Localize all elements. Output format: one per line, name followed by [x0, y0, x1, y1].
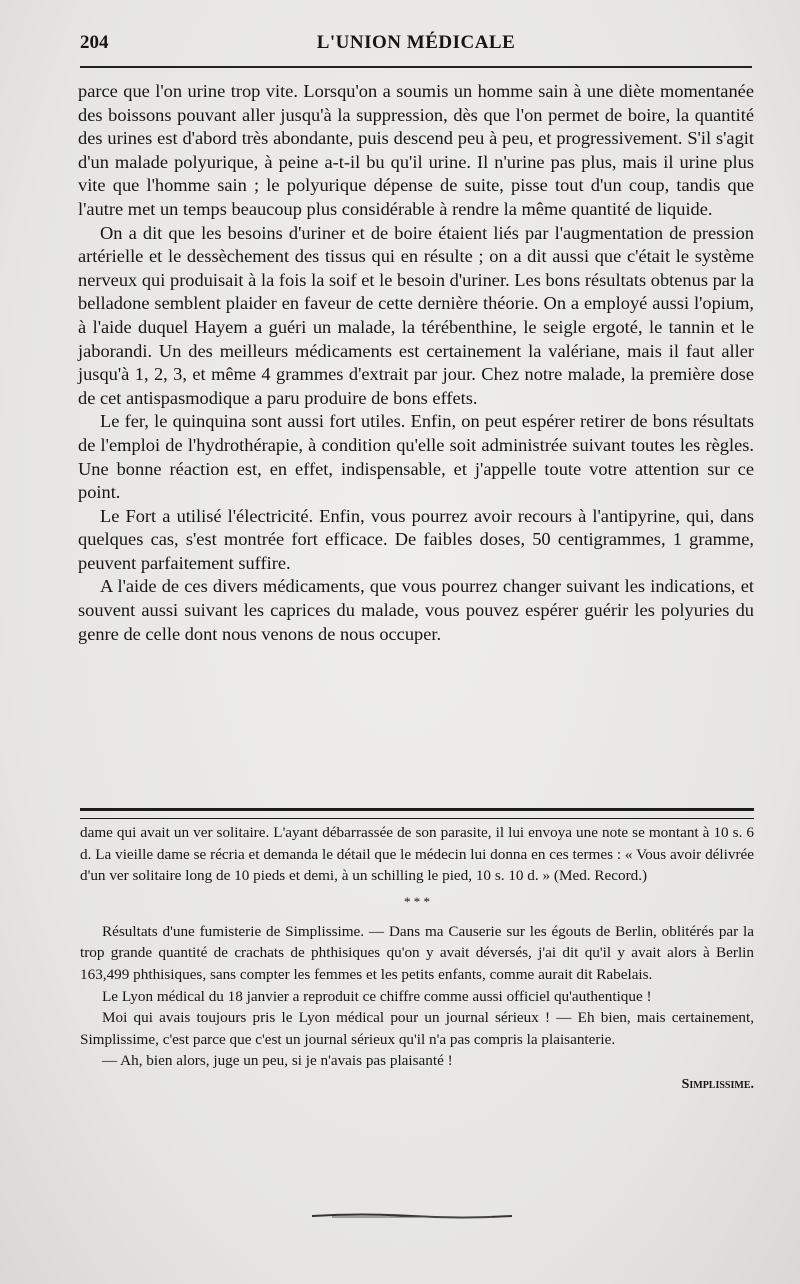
note-paragraph: Résultats d'une fumisterie de Simplissime. — Dans ma Causerie sur les égouts de Berlin, oblitérés par la trop grande quantité de crachats de phthisiques qu'on y avait déversés, j'ai dit qu'il y avait alors à Berlin 163,499 phthisiques, sans compter les femmes et les petits enfants, comme aurait dit Rabelais.: [80, 922, 754, 983]
note-paragraph: Moi qui avais toujours pris le Lyon médical pour un journal sérieux ! — Eh bien, mais certainement, Simplissime, c'est parce que c'est un journal sérieux qu'il n'a pas compris la plaisanterie.: [80, 1009, 754, 1048]
page-number: 204: [80, 32, 109, 53]
signature: Simplissime.: [681, 1076, 754, 1092]
paragraph: Le fer, le quinquina sont aussi fort utiles. Enfin, on peut espérer retirer de bons résultats de l'emploi de l'hydrothérapie, à condition qu'elle soit administrée suivant toutes les règles. Une bonne réaction est, en effet, indispensable, et j'appelle toute votre attention sur ce point.: [78, 411, 754, 503]
main-text: [78, 80, 754, 646]
header-rule: [80, 66, 752, 68]
notes-section: [80, 822, 754, 1096]
paragraph: parce que l'on urine trop vite. Lorsqu'on a soumis un homme sain à une diète momentanée des boissons pouvant aller jusqu'à la suppression, dès que l'on permet de boire, la quantité des urines est d'abord très abondante, puis descend peu à peu, et progressivement. S'il s'agit d'un malade polyurique, à peine a-t-il bu qu'il urine. Il n'urine pas plus, mais il urine plus vite que l'homme sain ; le polyurique dépense de suite, pisse tout d'un coup, tandis que l'autre met un temps beaucoup plus considérable à rendre la même quantité de liquide.: [78, 81, 754, 219]
asterism: * * *: [404, 893, 430, 909]
asterism-separator: [80, 893, 754, 909]
note-paragraph: Le Lyon médical du 18 janvier a reproduit ce chiffre comme aussi officiel qu'authentique !: [102, 987, 652, 1005]
section-divider: [80, 808, 754, 819]
running-title: L'UNION MÉDICALE: [316, 32, 516, 53]
paragraph: On a dit que les besoins d'uriner et de boire étaient liés par l'augmentation de pression artérielle et le dessèchement des tissus qui en résulte ; on a dit aussi que c'était le système nerveux qui produisait à la fois la soif et le besoin d'uriner. Les bons résultats obtenus par la belladone semblent plaider en faveur de cette dernière théorie. On a employé aussi l'opium, à l'aide duquel Hayem a guéri un malade, la térébenthine, le seigle ergoté, le tannin et le jaborandi. Un des meilleurs médicaments est certainement la valériane, mais il faut aller jusqu'à 1, 2, 3, et même 4 grammes d'extrait par jour. Chez notre malade, la première dose de cet antispasmodique a paru produire de bons effets.: [78, 222, 754, 408]
anecdote-paragraph: dame qui avait un ver solitaire. L'ayant débarrassée de son parasite, il lui envoya une note se montant à 10 s. 6 d. La vieille dame se récria et demanda le détail que le médecin lui donna en ces termes : « Vous avoir délivrée d'un ver solitaire long de 10 pieds et demi, à un schilling le pied, 10 s. 10 d. » (Med. Record.): [80, 824, 754, 885]
paragraph: A l'aide de ces divers médicaments, que vous pourrez changer suivant les indications, et souvent aussi suivant les caprices du malade, vous pouvez espérer guérir les polyuries du genre de celle dont nous venons de nous occuper.: [78, 576, 754, 644]
end-ornament: [312, 1212, 512, 1220]
note-paragraph: — Ah, bien alors, juge un peu, si je n'avais pas plaisanté !: [102, 1052, 453, 1070]
page-header: [80, 28, 752, 62]
paragraph: Le Fort a utilisé l'électricité. Enfin, vous pourrez avoir recours à l'antipyrine, qui, dans quelques cas, s'est montrée fort efficace. De faibles doses, 50 centigrammes, 1 gramme, peuvent parfaitement suffire.: [78, 505, 754, 573]
